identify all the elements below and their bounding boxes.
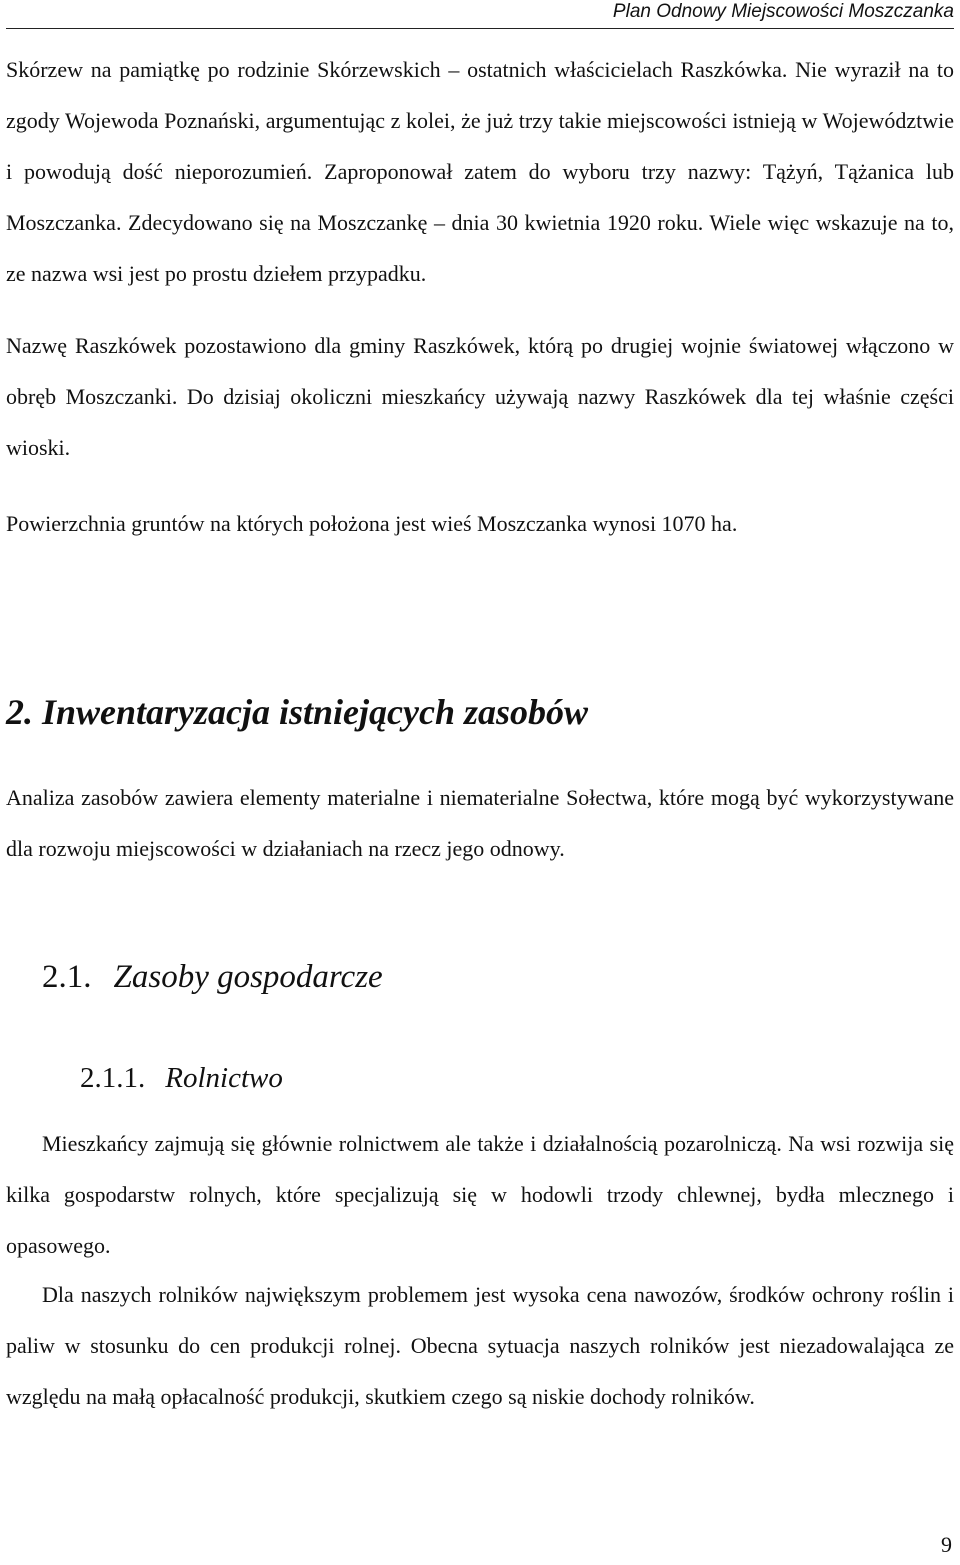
paragraph-name-history: Skórzew na pamiątkę po rodzinie Skórzewskich – ostatnich właścicielach Raszkówka. Nie wyraził na to zgody Wojewoda Poznański, argumentując z kolei, że już trzy takie miejscowości istnieją w Województwie i powodują dość nieporozumień. Zaproponował zatem do wyboru trzy nazwy: Tążyń, Tążanica lub Moszczanka. Zdecydowano się na Moszczankę – dnia 30 kwietnia 1920 roku. Wiele więc wskazuje na to, ze nazwa wsi jest po prostu dziełem przypadku.	[6, 57, 954, 286]
subsection-number: 2.1.	[42, 959, 92, 995]
subsubsection-number: 2.1.1.	[80, 1062, 146, 1094]
header-rule	[6, 28, 954, 29]
subsubsection-heading	[80, 1058, 283, 1098]
page-number: 9	[941, 1532, 952, 1557]
subsection-title: Zasoby gospodarcze	[113, 959, 383, 995]
running-header: Plan Odnowy Miejscowości Moszczanka	[612, 1, 954, 22]
paragraph-area: Powierzchnia gruntów na których położona jest wieś Moszczanka wynosi 1070 ha.	[6, 511, 738, 536]
paragraph-inventory-intro: Analiza zasobów zawiera elementy materialne i niematerialne Sołectwa, które mogą być wykorzystywane dla rozwoju miejscowości w działaniach na rzecz jego odnowy.	[6, 785, 954, 861]
section-heading: 2. Inwentaryzacja istniejących zasobów	[6, 692, 589, 732]
paragraph-raszkowek: Nazwę Raszkówek pozostawiono dla gminy Raszkówek, którą po drugiej wojnie światowej włączono w obręb Moszczanki. Do dzisiaj okoliczni mieszkańcy używają nazwy Raszkówek dla tej właśnie części wioski.	[6, 333, 954, 460]
paragraph-agriculture-2: Dla naszych rolników największym problemem jest wysoka cena nawozów, środków ochrony roślin i paliw w stosunku do cen produkcji rolnej. Obecna sytuacja naszych rolników jest niezadowalająca ze względu na małą opłacalność produkcji, skutkiem czego są niskie dochody rolników.	[6, 1282, 954, 1409]
subsubsection-title: Rolnictwo	[165, 1062, 283, 1094]
subsection-heading	[42, 955, 383, 999]
paragraph-agriculture-1: Mieszkańcy zajmują się głównie rolnictwem ale także i działalnością pozarolniczą. Na wsi rozwija się kilka gospodarstw rolnych, które specjalizują się w hodowli trzody chlewnej, bydła mlecznego i opasowego.	[6, 1131, 954, 1258]
